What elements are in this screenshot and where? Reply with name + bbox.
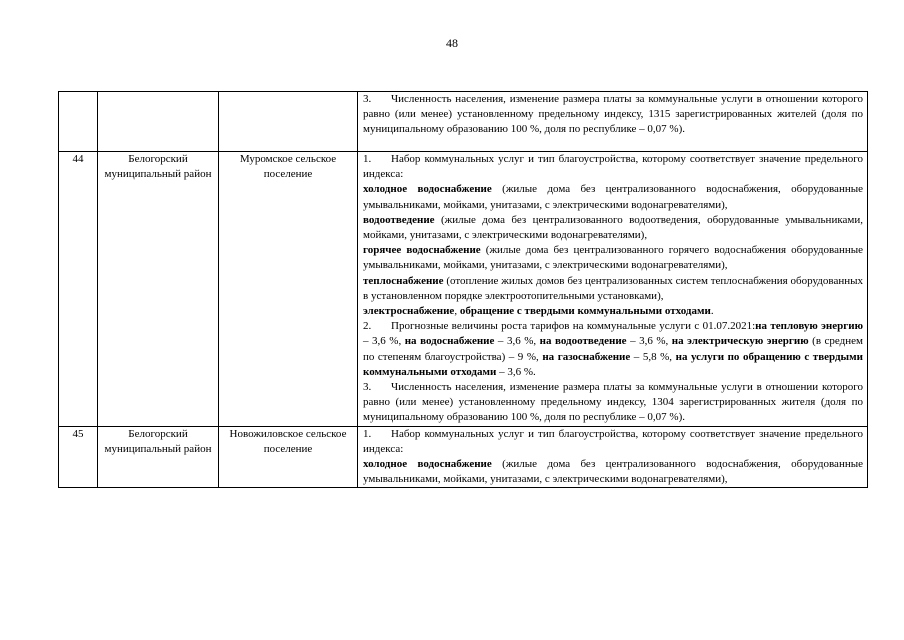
table-row xyxy=(59,92,868,152)
description-cell xyxy=(358,92,868,152)
item-2 xyxy=(363,319,863,380)
service-cold-water xyxy=(363,182,863,212)
tariff-label: на водоснабжение xyxy=(404,335,495,348)
settlement-cell xyxy=(219,92,358,152)
item-number: 1. xyxy=(363,153,372,165)
item-intro: Прогнозные величины роста тарифов на коммунальные услуги с 01.07.2021: xyxy=(391,320,756,333)
population-text: Численность населения, изменение размера платы за коммунальные услуги в отношении которого равно (или менее) установленному предельному индексу, 1304 зарегистрированных жителя (доля по муниципальному образованию 100 %, доля по республике – 0,07 %). xyxy=(363,381,863,424)
service-text: (жилые дома без централизованного водоотведения, оборудованные умывальниками, мойками, унитазами, с электрическими водонагревателями), xyxy=(363,213,863,242)
item-number: 2. xyxy=(363,320,372,333)
item-3 xyxy=(363,380,863,426)
service-hot-water xyxy=(363,243,863,273)
table-row xyxy=(59,152,868,427)
item-number: 3. xyxy=(363,93,372,105)
description-cell xyxy=(358,426,868,488)
tariff-label: на водоотведение xyxy=(539,335,627,348)
district-cell xyxy=(98,92,219,152)
service-sewer xyxy=(363,213,863,243)
description-cell xyxy=(358,152,868,427)
service-text: (отопление жилых домов без централизованных систем теплоснабжения оборудованных в установленном порядке электроотопительными установками), xyxy=(363,274,863,302)
tariff-value: – 3,6 %, xyxy=(626,335,672,348)
service-label: холодное водоснабжение xyxy=(363,458,492,471)
tariff-label: на электрическую энергию xyxy=(671,335,809,348)
tariff-label: на тепловую энергию xyxy=(755,320,863,333)
service-text: (жилые дома без централизованного водоснабжения, оборудованные умывальниками, мойками, унитазами, с электрическими водонагревателями), xyxy=(363,183,863,211)
settlement-cell: Муромское сельское поселение xyxy=(219,152,358,427)
item-number: 3. xyxy=(363,381,372,394)
item-intro: Набор коммунальных услуг и тип благоустройства, которому соответствует значение предельного индекса: xyxy=(363,427,863,455)
row-number-cell xyxy=(59,92,98,152)
tariff-table xyxy=(58,91,868,488)
row-number-cell: 44 xyxy=(59,152,98,427)
settlement-cell: Новожиловское сельское поселение xyxy=(219,426,358,488)
district-cell: Белогорский муниципальный район xyxy=(98,426,219,488)
service-text: (жилые дома без централизованного горячего водоснабжения оборудованные умывальниками, мойками, унитазами, с электрическими водонагревателями), xyxy=(363,244,863,272)
service-label: холодное водоснабжение xyxy=(363,183,492,196)
tariff-label: на газоснабжение xyxy=(542,350,631,363)
item-3 xyxy=(363,92,863,138)
page-number: 48 xyxy=(446,36,458,50)
service-text: (жилые дома без централизованного водоснабжения, оборудованные умывальниками, мойками, унитазами, с электрическими водонагревателями), xyxy=(363,458,863,486)
service-label: электроснабжение xyxy=(363,305,455,318)
service-label: теплоснабжение xyxy=(363,274,444,287)
tariff-label: на услуги по обращению с твердыми коммунальными отходами xyxy=(363,350,863,378)
service-label: горячее водоснабжение xyxy=(363,244,481,257)
item-1 xyxy=(363,427,863,457)
population-text: Численность населения, изменение размера платы за коммунальные услуги в отношении которого равно (или менее) установленному предельному индексу, 1315 зарегистрированных жителей (доля по муниципальному образованию 100 %, доля по республике – 0,07 %). xyxy=(363,93,863,136)
service-label: обращение с твердыми коммунальными отходами xyxy=(459,305,711,318)
separator: . xyxy=(710,305,714,318)
item-intro: Набор коммунальных услуг и тип благоустройства, которому соответствует значение предельного индекса: xyxy=(363,153,863,181)
tariff-value: (в среднем по степеням благоустройства) – 9 %, xyxy=(363,335,863,363)
tariff-value: – 5,8 %, xyxy=(630,350,676,363)
service-electric-waste xyxy=(363,304,863,319)
table-row xyxy=(59,426,868,488)
district-cell: Белогорский муниципальный район xyxy=(98,152,219,427)
separator: , xyxy=(454,305,460,318)
tariff-value: – 3,6 %. xyxy=(496,365,536,378)
tariff-value: – 3,6 %, xyxy=(494,335,540,348)
service-label: водоотведение xyxy=(363,213,435,226)
row-number-cell: 45 xyxy=(59,426,98,488)
tariff-value: – 3,6 %, xyxy=(363,335,405,348)
service-heating xyxy=(363,274,863,304)
item-number: 1. xyxy=(363,427,372,440)
service-cold-water xyxy=(363,457,863,487)
item-1 xyxy=(363,152,863,182)
